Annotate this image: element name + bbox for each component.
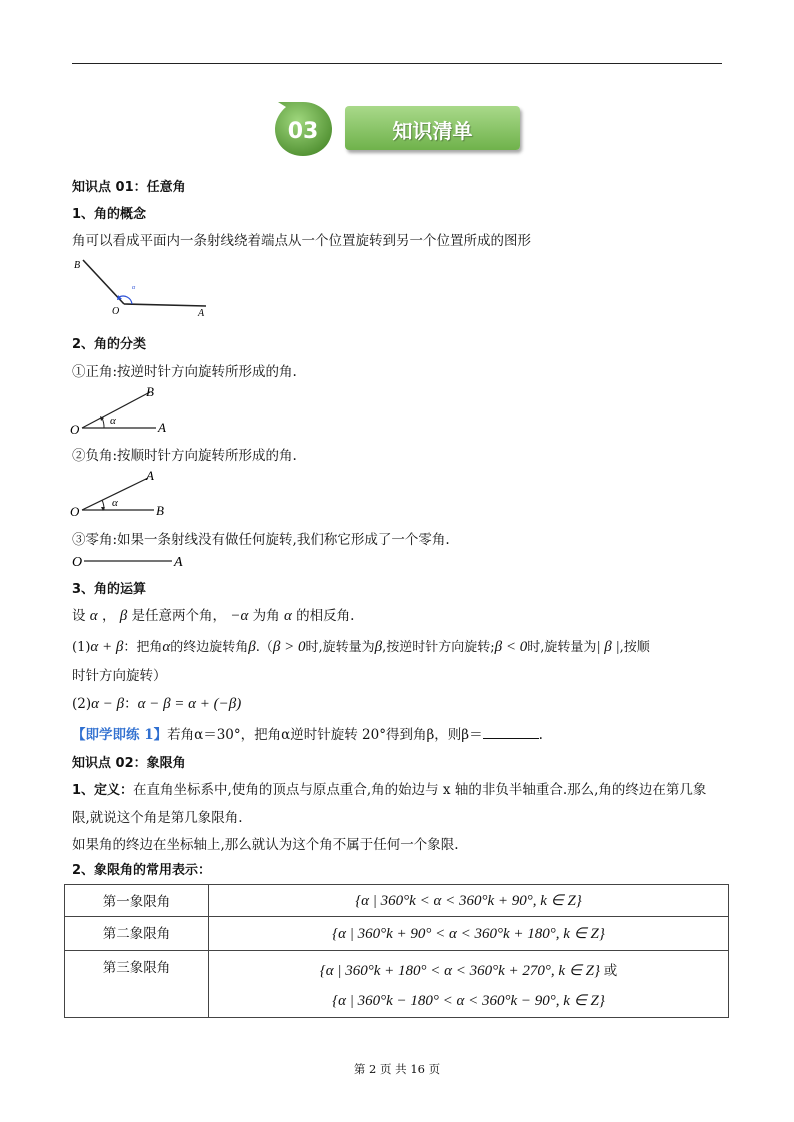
label-a: A bbox=[174, 555, 183, 570]
ops-intro: 设 α ， β 是任意两个角， −α 为角 α 的相反角. bbox=[72, 608, 355, 624]
op2-line: (2)α − β：α − β = α + (−β) bbox=[72, 696, 242, 712]
label-b: B bbox=[74, 260, 81, 271]
section-banner bbox=[345, 106, 520, 150]
negative-angle-figure bbox=[70, 466, 180, 520]
table-row bbox=[65, 951, 729, 1018]
practice-text: 若角α＝30°，把角α逆时针旋转 20°得到角β，则β＝ bbox=[167, 727, 483, 743]
kp1-s2-title: 2、角的分类 bbox=[72, 337, 147, 352]
answer-blank[interactable] bbox=[483, 726, 539, 739]
kp2-s2-title: 2、象限角的常用表示： bbox=[72, 863, 212, 878]
kp2-title: 知识点 02：象限角 bbox=[72, 756, 186, 771]
quadrant-expr-line1: {α | 360°k + 180° < α < 360°k + 270°, k ∈ Z} 或 bbox=[319, 963, 618, 979]
quadrant-expr: {α | 360°k < α < 360°k + 90°, k ∈ Z} bbox=[209, 885, 729, 917]
quadrant-name: 第一象限角 bbox=[65, 885, 209, 917]
table-row bbox=[65, 885, 729, 917]
op1-line2: 时针方向旋转） bbox=[72, 668, 167, 684]
label-b: B bbox=[156, 503, 164, 518]
label-a: A bbox=[146, 468, 154, 483]
kp2-def-line1: 1、定义：在直角坐标系中,使角的顶点与原点重合,角的始边与 x 轴的非负半轴重合.那么,角的终边在第几象 bbox=[72, 782, 707, 798]
quadrant-table bbox=[64, 884, 729, 1018]
label-arc: α bbox=[132, 285, 136, 291]
op1-line: (1)α + β：把角α的终边旋转角β.（β > 0时,旋转量为β,按逆时针方向旋转;β < 0时,旋转量为| β |,按顺 bbox=[72, 639, 650, 655]
quadrant-name: 第二象限角 bbox=[65, 917, 209, 951]
quadrant-expr: {α | 360°k + 90° < α < 360°k + 180°, k ∈ Z} bbox=[209, 917, 729, 951]
section-badge bbox=[272, 100, 334, 158]
label-a: A bbox=[158, 420, 166, 435]
kp1-s1-title: 1、角的概念 bbox=[72, 207, 147, 222]
negative-angle-text: ②负角:按顺时针方向旋转所形成的角. bbox=[72, 448, 297, 464]
banner-title: 知识清单 bbox=[392, 119, 473, 143]
practice-tag: 【即学即练 1】 bbox=[72, 727, 168, 743]
positive-angle-text: ①正角:按逆时针方向旋转所形成的角. bbox=[72, 364, 297, 380]
label-alpha: α bbox=[110, 415, 116, 427]
label-b: B bbox=[146, 384, 154, 399]
table-row bbox=[65, 917, 729, 951]
label-o: O bbox=[70, 422, 80, 436]
zero-angle-figure bbox=[70, 550, 190, 572]
badge-number: 03 bbox=[287, 119, 319, 144]
ray-ob bbox=[82, 392, 150, 428]
kp1-s1-text: 角可以看成平面内一条射线绕着端点从一个位置旋转到另一个位置所成的图形 bbox=[72, 233, 531, 249]
label-a: A bbox=[198, 308, 205, 319]
label-alpha: α bbox=[112, 497, 118, 509]
quadrant-name: 第三象限角 bbox=[65, 951, 209, 1018]
kp2-def-line3: 如果角的终边在坐标轴上,那么就认为这个角不属于任何一个象限. bbox=[72, 837, 459, 853]
kp2-def-line2: 限,就说这个角是第几象限角. bbox=[72, 810, 243, 826]
ray-oa bbox=[124, 304, 206, 306]
label-o: O bbox=[72, 555, 83, 570]
practice-line: 【即学即练 1】若角α＝30°，把角α逆时针旋转 20°得到角β，则β＝ . bbox=[72, 727, 543, 743]
header-rule bbox=[72, 63, 722, 64]
page-footer: 第 2 页 共 16 页 bbox=[353, 1062, 441, 1076]
label-o: O bbox=[70, 504, 80, 519]
quadrant-expr-line2: {α | 360°k − 180° < α < 360°k − 90°, k ∈ Z} bbox=[332, 993, 605, 1009]
angle-concept-figure bbox=[68, 254, 218, 320]
label-o: O bbox=[112, 306, 120, 317]
zero-angle-text: ③零角:如果一条射线没有做任何旋转,我们称它形成了一个零角. bbox=[72, 532, 450, 548]
kp1-title: 知识点 01：任意角 bbox=[72, 180, 186, 195]
positive-angle-figure bbox=[70, 382, 180, 436]
kp1-s3-title: 3、角的运算 bbox=[72, 582, 147, 597]
